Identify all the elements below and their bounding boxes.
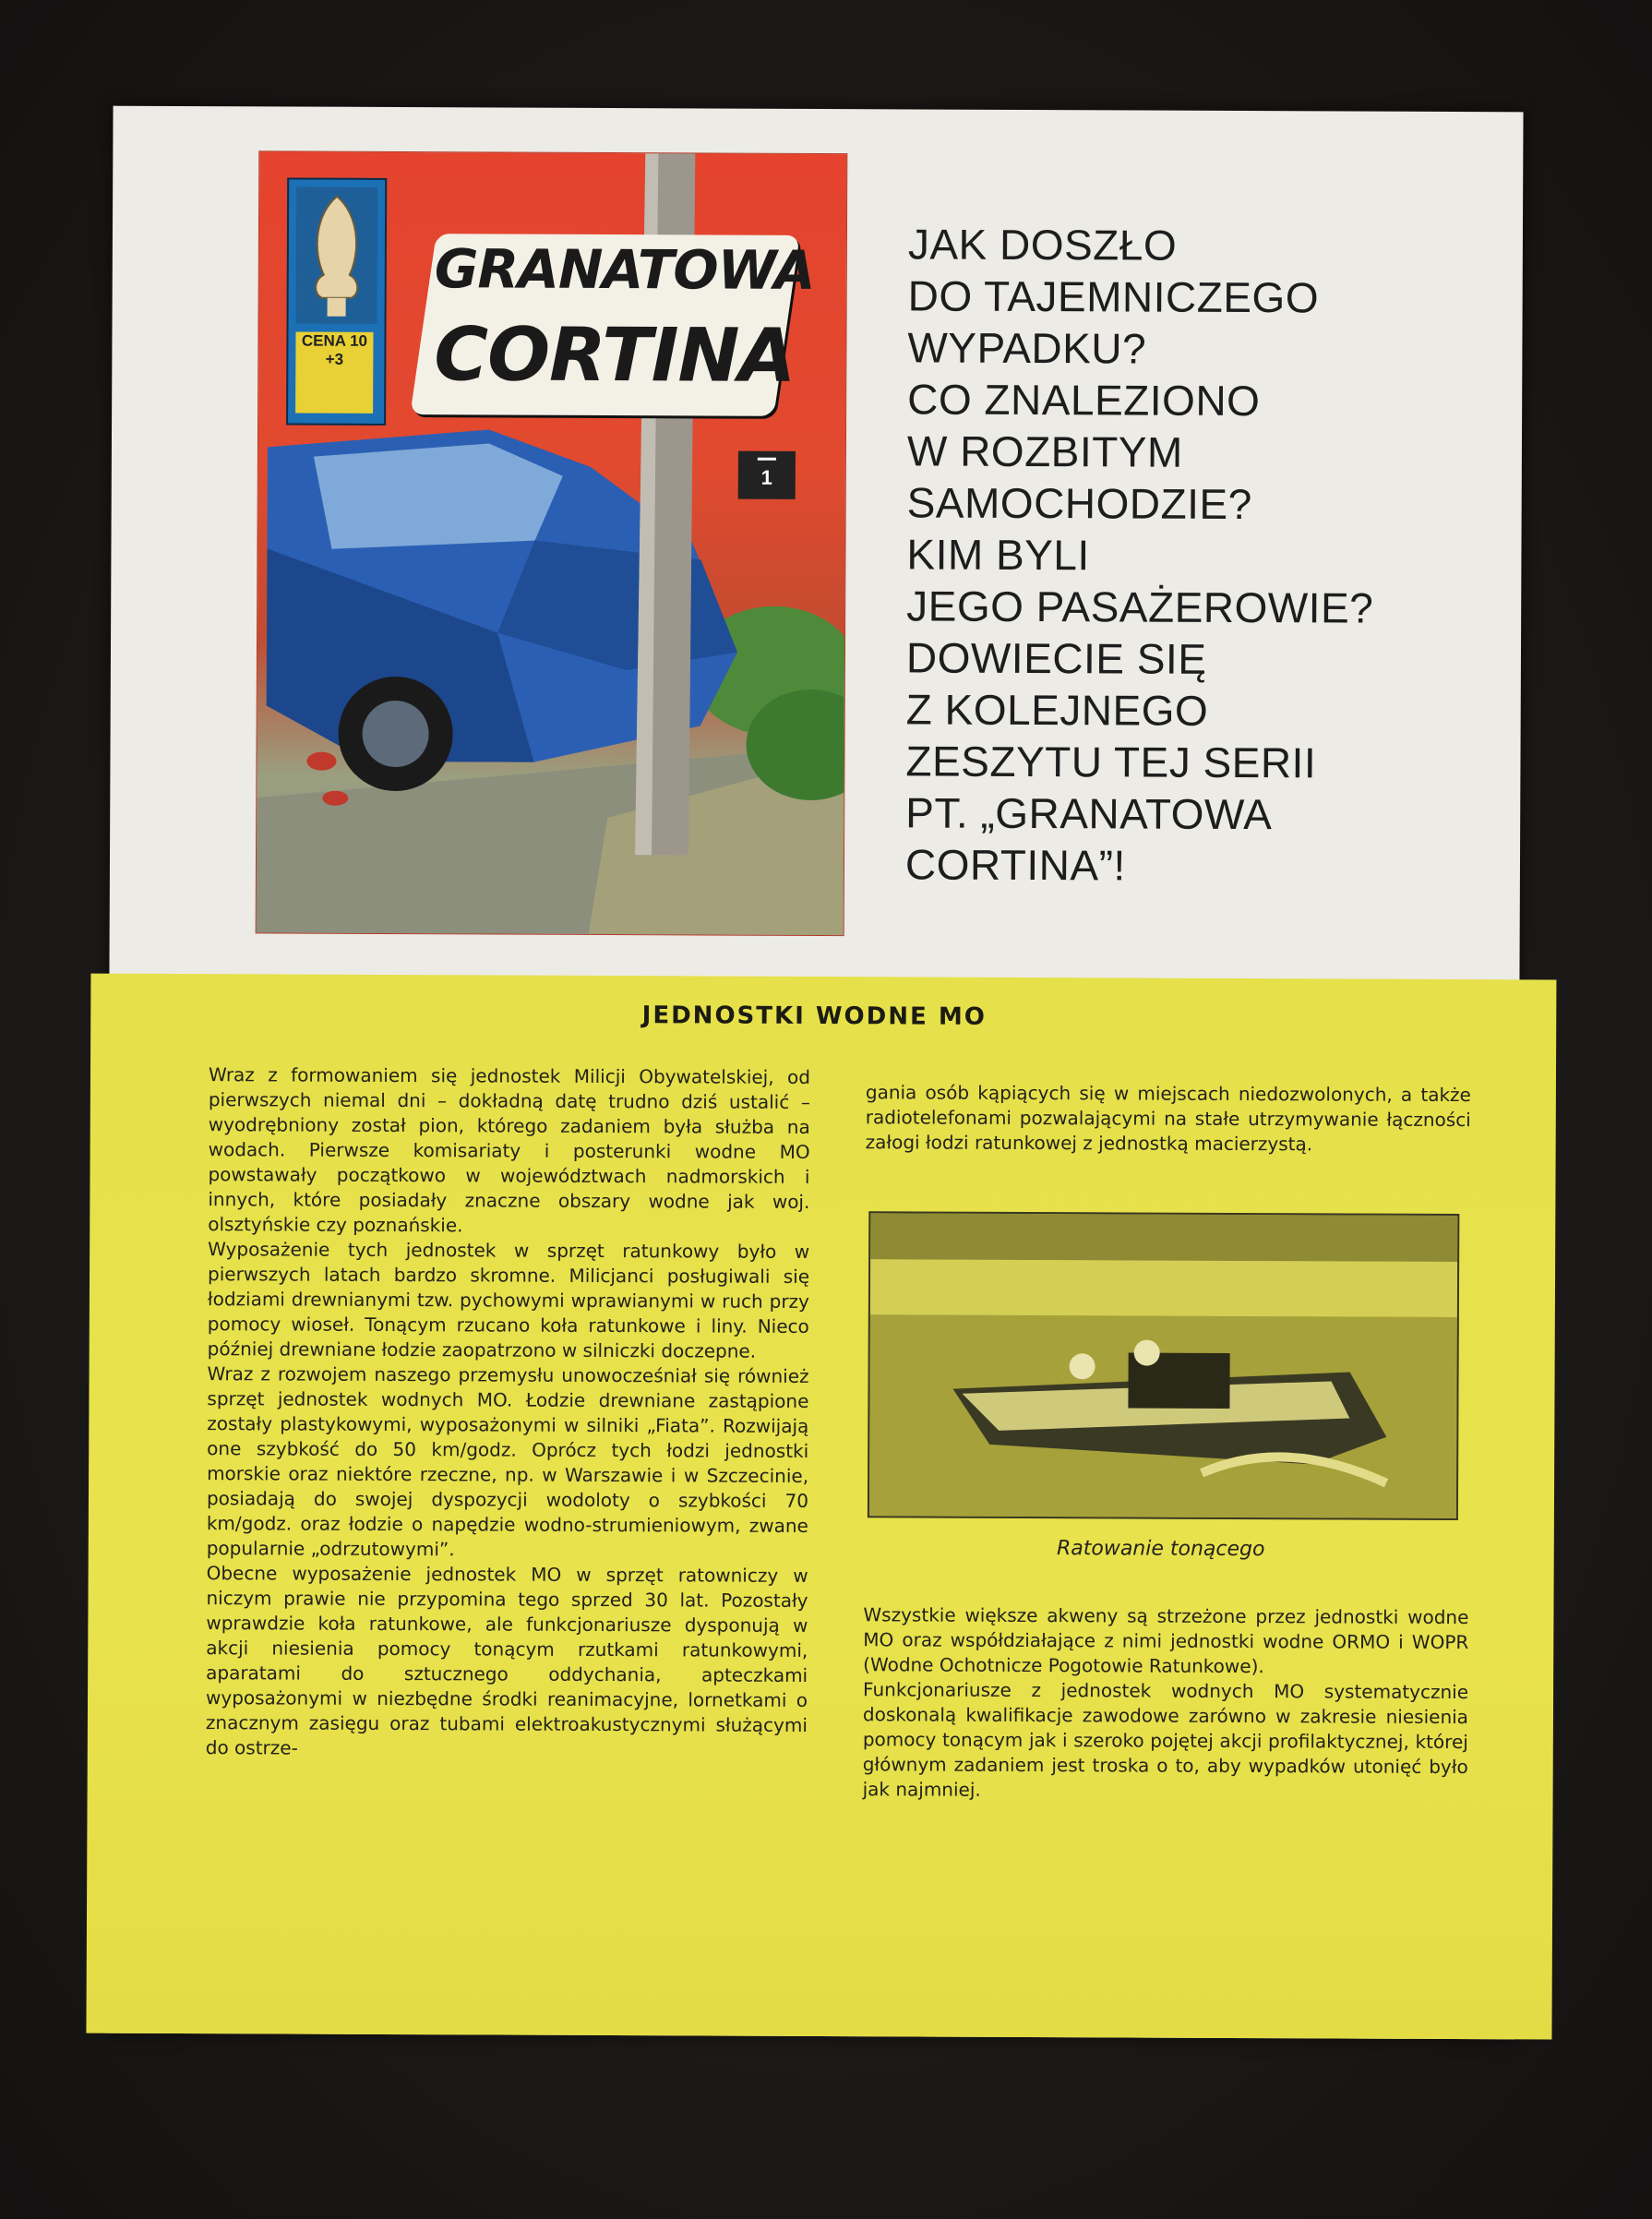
comic-title-line2: CORTINA (434, 311, 796, 399)
price-line-2: +3 (325, 350, 344, 368)
article-column-right-bottom (863, 1602, 1469, 1805)
issue-number-badge: ▬▬ 1 (738, 451, 796, 499)
answer-line: ZESZYTU TEJ SERII (905, 737, 1317, 787)
question-line: KIM BYLI (906, 530, 1090, 580)
article-paragraph: Funkcjonariusze z jednostek wodnych MO systematycznie doskonalą kwalifikacje zawodowe zarówno w zakresie niesienia pomocy tonącym jak i szeroko pojętej akcji profilaktycznej, której głównym zadaniem jest troska o to, aby wypadków utonięć było jak najmniej. (862, 1678, 1469, 1801)
question-line: SAMOCHODZIE? (906, 478, 1252, 529)
article-column-left (206, 1062, 810, 1763)
price-line-1: CENA 10 (301, 331, 368, 350)
rescue-boat-photo (868, 1211, 1459, 1520)
question-line: CO ZNALEZIONO (907, 375, 1261, 426)
comic-title-line1: GRANATOWA (434, 237, 815, 302)
article-paragraph: Wyposażenie tych jednostek w sprzęt ratunkowy było w pierwszych latach bardzo skromne. Milicjanci posługiwali się łodziami drewnianymi tzw. pychowymi wprawianymi w ruch przy pomocy wioseł. Tonącym rzucano koła ratunkowe i liny. Nieco później drewniane łodzie zaopatrzono w silniczki doczepne. (207, 1238, 810, 1362)
price-label (295, 332, 373, 414)
answer-line: CORTINA”! (904, 840, 1126, 890)
photo-caption: Ratowanie tonącego (1056, 1537, 1265, 1562)
article-headline: JEDNOSTKI WODNE MO (641, 1002, 987, 1031)
magazine-back-cover (104, 106, 1523, 2040)
article-paragraph: Wraz z formowaniem się jednostek Milicji Obywatelskiej, od pierwszych niemal dni – dokładną datę trudno dziś ustalić – wyodrębniony został pion, którego zadaniem była służba na wodach. Pierwsze komisariaty i posterunki wodne MO powstawały początkowo w województwach nadmorskich i innych, które posiadały znaczne obszary wodne jak woj. olsztyńskie czy poznańskie. (208, 1063, 811, 1237)
ornament-icon (296, 187, 378, 324)
article-paragraph: gania osób kąpiących się w miejscach niedozwolonych, a także radiotelefonami pozwalającymi na stałe utrzymywanie łączności załogi łodzi ratunkowej z jednostką macierzystą. (865, 1081, 1471, 1156)
article-column-right-top (866, 1080, 1471, 1157)
question-line: W ROZBITYM (906, 426, 1183, 476)
question-line: DO TAJEMNICZEGO (907, 271, 1320, 322)
publisher-badge (286, 178, 387, 426)
teaser-questions (905, 218, 1462, 893)
article-paragraph: Obecne wyposażenie jednostek MO w sprzęt ratowniczy w niczym prawie nie przypomina tego sprzed 30 lat. Pozostały wprawdzie koła ratunkowe, ale funkcjonariusze dysponują w akcji niesienia pomocy tonącym rzutkami ratunkowymi, aparatami do sztucznego oddychania, apteczkami wyposażonymi w niezbędne środki reanimacyjne, lornetkami o znacznym zasięgu oraz tubami elektroakustycznymi służącymi do ostrze- (205, 1562, 808, 1759)
article-paragraph: Wraz z rozwojem naszego przemysłu unowocześniał się również sprzęt jednostek wodnych MO. Łodzie drewniane zastąpione zostały plastykowymi, wyposażonymi w silniki „Fiata”. Rozwijają one szybkość do 50 km/godz. Oprócz tych łodzi jednostki morskie oraz niektóre rzeczne, np. w Warszawie i w Szczecinie, posiadają do swojej dyspozycji wodoloty o szybkości 70 km/godz. oraz łodzie o napędzie wodno-strumieniowym, zwane popularnie „odrzutowymi”. (206, 1362, 809, 1561)
answer-line: DOWIECIE SIĘ (905, 633, 1207, 683)
question-line: WYPADKU? (907, 323, 1147, 373)
answer-line: Z KOLEJNEGO (905, 685, 1209, 735)
question-line: JEGO PASAŻEROWIE? (906, 582, 1374, 632)
comic-cover-thumbnail (256, 150, 848, 936)
answer-line: PT. „GRANATOWA (905, 788, 1273, 839)
issue-number: 1 (760, 465, 772, 489)
question-line: JAK DOSZŁO (907, 220, 1178, 270)
article-paragraph: Wszystkie większe akweny są strzeżone przez jednostki wodne MO oraz współdziałające z nimi jednostki wodne ORMO i WOPR (Wodne Ochotnicze Pogotowie Ratunkowe). (863, 1603, 1469, 1678)
